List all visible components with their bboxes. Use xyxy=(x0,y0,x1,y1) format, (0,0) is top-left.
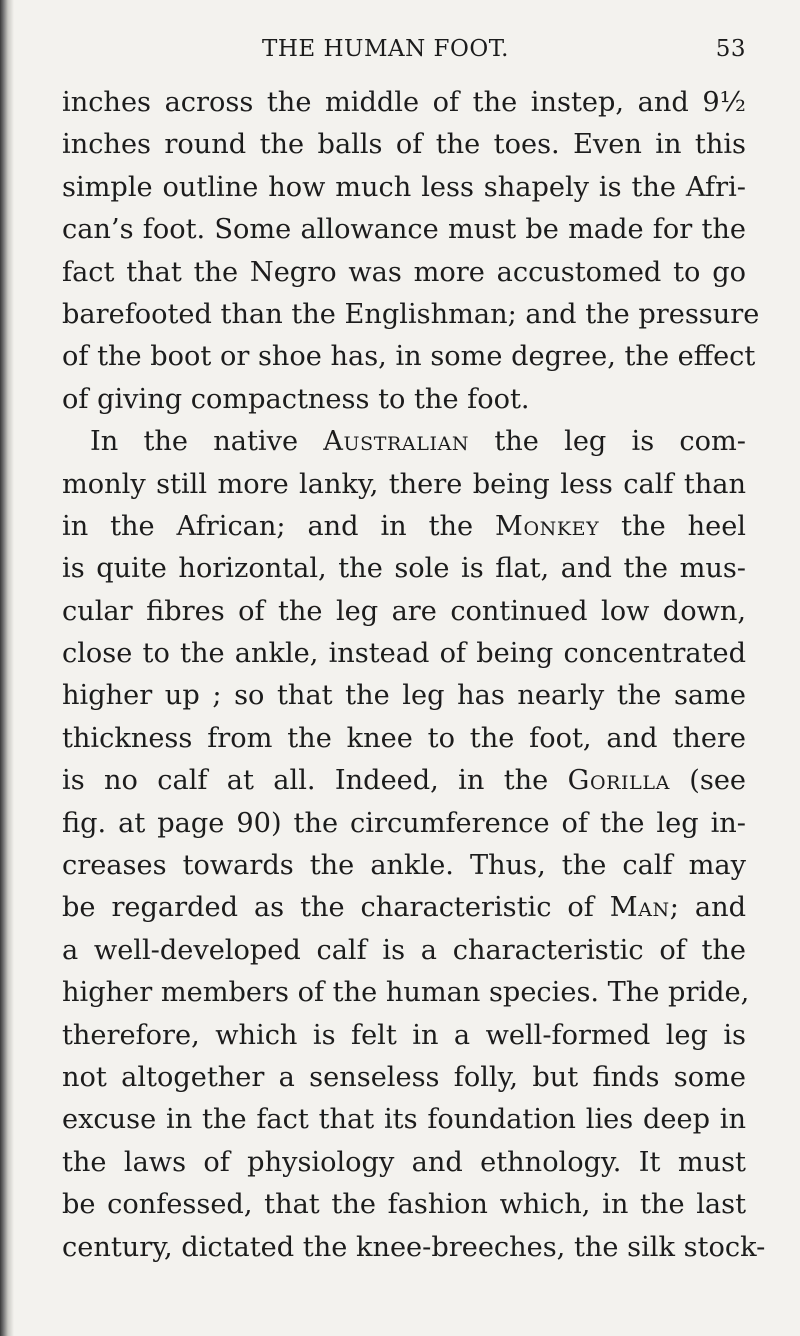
text-line: fig. at page 90) the circumference of the leg in- xyxy=(62,807,746,839)
page-gutter-shadow xyxy=(0,0,14,1336)
paragraph-start-line: In the native Australian the leg is com- xyxy=(90,426,746,458)
text-line: is no calf at all. Indeed, in the Gorilla (see xyxy=(62,765,746,797)
text-line: excuse in the fact that its foundation lies deep in xyxy=(62,1104,746,1136)
text-line: therefore, which is felt in a well-formed leg is xyxy=(62,1019,746,1051)
text-line: the laws of physiology and ethnology. It must xyxy=(62,1146,746,1178)
text-line: inches across the middle of the instep, and 9½ xyxy=(62,87,746,118)
text-line: higher up ; so that the leg has nearly the same xyxy=(62,680,746,712)
text-line: be confessed, that the fashion which, in the last xyxy=(62,1189,746,1221)
text-line: a well-developed calf is a characteristic of the xyxy=(62,934,746,966)
text-line: creases towards the ankle. Thus, the calf may xyxy=(62,850,746,882)
text-line: cular fibres of the leg are continued low down, xyxy=(62,595,746,627)
text-line: monly still more lanky, there being less calf than xyxy=(62,468,746,500)
text-line: fact that the Negro was more accustomed to go xyxy=(62,256,746,288)
text-line: not altogether a senseless folly, but finds some xyxy=(62,1061,746,1093)
text-line: can’s foot. Some allowance must be made for the xyxy=(62,214,746,246)
running-title: THE HUMAN FOOT. xyxy=(262,36,509,62)
text-line: simple outline how much less shapely is the Afri- xyxy=(62,171,746,203)
body-text xyxy=(62,82,766,1269)
text-line: is quite horizontal, the sole is flat, and the mus- xyxy=(62,553,746,585)
text-line: higher members of the human species. The pride, xyxy=(62,977,750,1009)
text-line: century, dictated the knee-breeches, the silk stock- xyxy=(62,1231,766,1263)
text-line: of giving compactness to the foot. xyxy=(62,383,530,415)
text-line: in the African; and in the Monkey the heel xyxy=(62,510,746,542)
text-line: of the boot or shoe has, in some degree, the effect xyxy=(62,341,756,373)
page-header xyxy=(62,36,746,70)
text-line: barefooted than the Englishman; and the pressure xyxy=(62,298,760,330)
text-line: close to the ankle, instead of being concentrated xyxy=(62,638,746,670)
text-line: be regarded as the characteristic of Man; and xyxy=(62,892,746,924)
page-number: 53 xyxy=(715,36,746,62)
text-line: inches round the balls of the toes. Even in this xyxy=(62,129,746,161)
text-line: thickness from the knee to the foot, and there xyxy=(62,722,746,754)
